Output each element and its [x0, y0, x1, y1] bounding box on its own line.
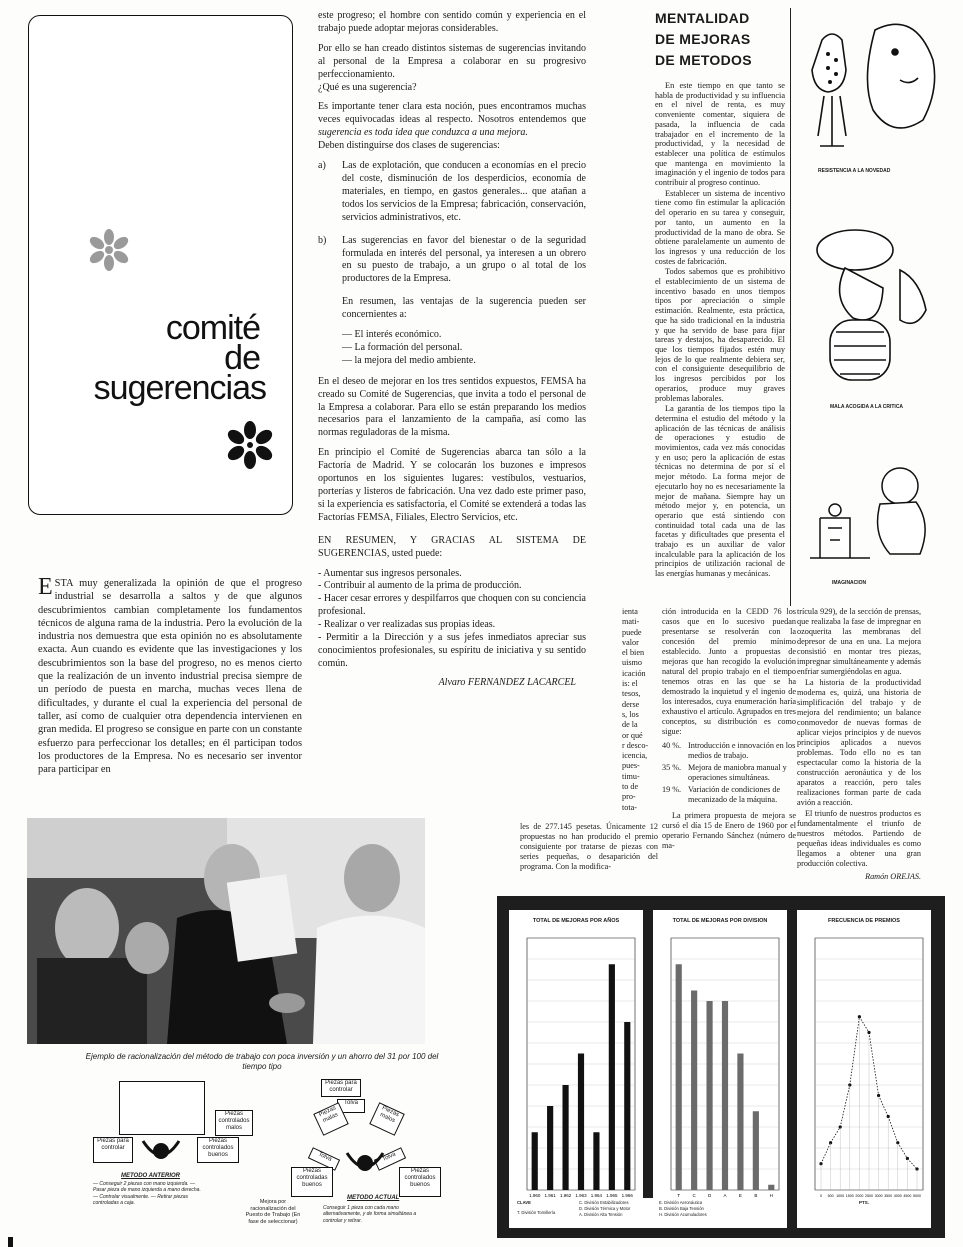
col2-p4: En el deseo de mejorar en los tres sentidos expuestos, FEMSA ha creado su Comité de Sugerencias, que invita a todo el personal de la Empresa a colaborar. Para ello se están preparando los medios necesarios para el lanzamiento de la campaña, así como las normas reguladoras de la misma.: [318, 375, 586, 439]
col2-list-item: - Realizar o ver realizadas sus propias ideas.: [318, 619, 496, 631]
col2-list-a: a) Las de explotación, que conducen a economías en el precio del coste, disminución de los desperdicios, economía de materiales, en tiempo, en gastos generales... que atañan a todos los servicios de la Empresa; fabricación, conservación, servicios administrativos, etc.: [318, 160, 586, 223]
tick-label: 1.965: [606, 1193, 618, 1198]
tick-label: 2000: [855, 1194, 864, 1198]
mejora-note: Mejora por racionalización del Puesto de Trabajo (En fase de seleccionar): [245, 1199, 301, 1225]
box-r-tolva-2: Tolva: [308, 1147, 340, 1171]
col5-p1: ción introducida en la CEDD 76 los casos que en lo sucesivo puedan presentarse se resolverán con la concesión del premio mínimo establecido. Junto a propuestas de mejoras que han recogido la evolución natural del propio trabajo en el tiempo tenemos otras en las que se ha demostrado la inquietud y el ingenio de los interesados, cuya enumeración haría exhaustivo el artículo. Agrupados en tres conceptos, su distribución es como sigue:: [662, 607, 796, 736]
series-line: [859, 1017, 869, 1033]
tick-label: 4000: [893, 1194, 902, 1198]
col3-p4: La garantía de los tiempos tipo la determina el estudio del método y la aplicación de las técnicas de análisis de operaciones y estudio de movimientos, cada vez más conocidas y en uso; pero la aplicación de estas técnicas no determina de por sí el mejor método. La forma mejor de ejecutarlo hoy no es necesariamente la mejor de mañana. Siempre hay un método mejor y, en potencia, un operario que está sintiendo con continuidad total cada una de las facetas y dificultades que presenta el trabajo es un auxiliar de valor incalculable para la aplicación de los principios de utilización racional de las energías humanas y mecánicas.: [655, 404, 785, 579]
workbench-box: [119, 1081, 205, 1135]
tick-label: 1.966: [621, 1193, 633, 1198]
legend-item: H. División Acumuladores: [659, 1212, 707, 1217]
series-line: [898, 1143, 908, 1159]
col5-p2: La primera propuesta de mejora se cursó el día 15 de Enero de 1960 por el operario Fernando Sánchez (número de ma-: [662, 811, 796, 850]
article-column-2: [318, 10, 586, 690]
series-line: [888, 1117, 898, 1143]
tick-label: E: [738, 1193, 742, 1198]
chart-title: TOTAL DE MEJORAS POR AÑOS: [532, 918, 620, 924]
x-axis-label: PTS.: [858, 1200, 869, 1205]
title-line-2: de: [224, 339, 260, 377]
tick-label: A: [723, 1193, 727, 1198]
tick-label: 1.963: [575, 1193, 587, 1198]
box-r-tolva: Tolva: [337, 1099, 365, 1113]
chart-card-premios: [797, 910, 931, 1228]
col6-signature: Ramón OREJAS.: [865, 872, 921, 881]
bar: [609, 964, 615, 1190]
tick-label: 1500: [845, 1194, 854, 1198]
title-line-3: sugerencias: [93, 369, 266, 407]
bar: [547, 1106, 553, 1190]
worker-icon: [139, 1137, 183, 1171]
col2-list-item: - Hacer cesar errores y despilfarros que choquen con su conciencia profesional.: [318, 593, 586, 618]
col3-heading-1: MENTALIDAD: [655, 10, 750, 26]
chart-legend: [509, 1198, 787, 1228]
box-r-tolva-3: Tolva: [374, 1147, 406, 1171]
col3-p2: Establecer un sistema de incentivo tiene como fin estimular la aplicación del operario en su tarea y conseguir, por tanto, un aumento en la productividad de la mano de obra. Se obtiene paralelamente un aumento de los ingresos y una reducción de los costes de fabricación.: [655, 188, 785, 266]
col3-p1: En este tiempo en que tanto se habla de productividad y su influencia en el nivel de renta, es muy conveniente comentar, siquiera de pasada, la influencia de cada trabajador en el incremento de la productividad, y la necesidad de establecer una política de estímulos que mantenga en movimiento la imaginación y el ingenio de todos para contribuir al progreso continuo.: [655, 81, 785, 188]
chart-title: FRECUENCIA DE PREMIOS: [828, 918, 900, 924]
tick-label: 1.960: [529, 1193, 541, 1198]
bar: [624, 1022, 630, 1190]
bar: [578, 1054, 584, 1191]
col2-resumen: En resumen, las ventajas de la sugerencia pueden ser concernientes a: — El interés económico. — La formación del personal. — la mejora del medio ambiente.: [342, 296, 586, 366]
tick-label: 4500: [903, 1194, 912, 1198]
bar: [532, 1132, 538, 1190]
tick-label: T: [677, 1193, 681, 1198]
bar: [676, 964, 682, 1190]
tick-label: 3000: [874, 1194, 883, 1198]
col6-p2: La historia de la productividad moderna es, quizá, una historia de simplificación del trabajo y de mejora del rendimiento; un balance conmovedor de nuevas formas de aplicar viejos principios y de nuevos principios aplicados a nuevos problemas. Todo ello no es tan espectacular como la historia de la construcción aeronáutica y de los aparatos a reacción, pero tales realizaciones forman parte de cada avión a reacción.: [797, 678, 921, 807]
tick-label: 500: [827, 1194, 834, 1198]
col5-stat-2: 35 %. Mejora de maniobra manual y operaciones simultáneas.: [662, 763, 787, 782]
diagram-caption: Ejemplo de racionalización del método de trabajo con poca inversión y un ahorro del 31 por 100 del tiempo tipo: [85, 1052, 439, 1071]
col2-p3: Es importante tener clara esta noción, pues encontramos muchas veces equivocadas ideas al respecto. Nosotros entendemos que sugerencia es toda idea que conduzca a una mejora.: [318, 101, 586, 139]
legend-item: B. División Baja Tensión: [659, 1206, 704, 1211]
title-box: [28, 15, 293, 515]
series-line: [850, 1017, 860, 1085]
cartoon-caption-1: RESISTENCIA A LA NOVEDAD: [818, 168, 891, 174]
box-malos: Piezas controlados malos: [215, 1110, 253, 1136]
article-column-3: [655, 8, 785, 579]
cartoon-imaginacion: [800, 458, 940, 576]
col2-p3b: Deben distinguirse dos clases de sugerencias:: [318, 140, 500, 152]
label-actual: METODO ACTUAL: [347, 1195, 400, 1201]
chart-card-division: [653, 910, 787, 1228]
legend-item: E. División Aeronáutica: [659, 1200, 703, 1205]
legend-item: A. División Alta Tensión: [579, 1212, 623, 1217]
col2-list-item: - Aumentar sus ingresos personales.: [318, 567, 462, 579]
bar: [691, 991, 697, 1191]
tick-label: 0: [820, 1194, 822, 1198]
bar: [722, 1001, 728, 1190]
charts-panel: [497, 896, 945, 1238]
box-r-malos: Piezas malos: [369, 1102, 405, 1136]
legend-item: D. División Térmica y Motor: [579, 1206, 631, 1211]
intro-paragraph: [38, 574, 303, 776]
box-r-controlar: Piezas para controlar: [321, 1079, 361, 1097]
cut-column-bottom: les de 277.145 pesetas. Únicamente 12 propuestas no han producido el premio consiguiente por tratarse de piezas con series pequeñas, o desaparición del programa. Con la modifica-: [520, 822, 658, 871]
col2-signature: Alvaro FERNANDEZ LACARCEL: [438, 676, 576, 688]
method-diagram: [85, 1075, 455, 1245]
col3-heading-3: DE METODOS: [655, 52, 752, 68]
chart-title: TOTAL DE MEJORAS POR DIVISION: [672, 918, 768, 924]
box-controlar: Piezas para controlar: [93, 1137, 133, 1163]
bar: [737, 1054, 743, 1191]
cartoon-caption-2: MALA ACOGIDA A LA CRITICA: [830, 404, 904, 410]
col2-p1: este progreso; el hombre con sentido común y experiencia en el trabajo puede adoptar mejoras considerables.: [318, 10, 586, 34]
article-column-5: [662, 607, 796, 858]
box-r-buenos-2: Piezas controlados buenos: [399, 1167, 441, 1197]
flower-icon: [89, 228, 129, 272]
col5-stat-3: 19 %. Variación de condiciones de mecanizado de la máquina.: [662, 785, 781, 804]
drop-cap: E: [38, 574, 53, 600]
intro-text: STA muy generalizada la opinión de que el progreso industrial se desarrolla a saltos y de que algunos descubrimientos cambian completamente los fundamentos técnicos de alguna rama de la industria. Pero la evolución de la industria nos demuestra que esta opinión no es absolutamente exacta. Aun cuando es evidente que las investigaciones y los descubrimientos son la base del progreso, no es menos cierto que la realización de un invento industrial precisa siempre de un período de puesta en marcha, muchas veces llena de dificultades, y durante el cual la experiencia del personal de taller, así como de cualquier otra dependencia intervienen en gran medida. El progreso se consigue en parte con un constante esfuerzo para perfeccionar los detalles; en él participan todos los productores de la Empresa. No es necesario ser inventor para participar en: [38, 578, 303, 776]
tick-label: 1.962: [559, 1193, 572, 1198]
box-r-malas: Piezas malas: [313, 1102, 349, 1136]
bar: [562, 1085, 568, 1190]
legend-item: T. División Tornillería: [517, 1210, 556, 1215]
col5-stat-1: 40 %. Introducción e innovación en los medios de trabajo.: [662, 741, 796, 760]
tick-label: B: [754, 1193, 758, 1198]
series-line: [831, 1127, 841, 1143]
ceremony-photo: [27, 818, 425, 1044]
cartoon-caption-3: IMAGINACION: [832, 580, 867, 586]
box-buenos: Piezas controlados buenos: [197, 1137, 239, 1163]
tick-label: 5000: [913, 1194, 921, 1198]
tick-label: D: [707, 1193, 712, 1198]
chart-card-years: [509, 910, 643, 1228]
cartoon-resistance: [800, 10, 940, 170]
article-column-6: [797, 607, 921, 882]
col2-p2: Por ello se han creado distintos sistemas de sugerencias invitando al personal de la Empresa a colaborar en su progresivo perfeccionamiento.: [318, 42, 586, 80]
col2-question: ¿Qué es una sugerencia?: [318, 81, 417, 93]
legend-item: C. División Estabilizadores: [579, 1200, 629, 1205]
col6-p1: trícula 929), de la sección de prensas, que realizaba la fase de impregnar en ozoquerita las membranas del depresor de una en una. La mejora consistió en montar tres piezas, impregnar simultáneamente y además enfriar sumergiéndolas en agua.: [797, 607, 921, 676]
bar: [768, 1185, 774, 1190]
column-divider: [790, 8, 791, 606]
col3-heading-2: DE MEJORAS: [655, 31, 751, 47]
cut-column-fragment: ienta mati- puede valor el bien uismo icación is: el tesos, derse s, los de la or qué r desco- icencia, pues- timu- to de pro- tota-: [622, 607, 649, 812]
tick-label: 1.961: [544, 1193, 556, 1198]
legend-title: CLAVE: [517, 1200, 531, 1205]
tick-label: 3500: [884, 1194, 893, 1198]
bar: [706, 1001, 712, 1190]
worker-icon: [343, 1149, 387, 1183]
col2-p6: EN RESUMEN, Y GRACIAS AL SISTEMA DE SUGERENCIAS, usted puede:: [318, 534, 586, 559]
box-r-buenos-1: Piezas controladas buenos: [291, 1167, 333, 1197]
col2-list-b: b) Las sugerencias en favor del bienestar o de la seguridad formulada en interés del personal, ya interesen a un obrero en su puesto de trabajo, a un grupo o al total de los productores de la Empresa.: [318, 234, 586, 285]
col3-p3: Todos sabemos que es prohibitivo el establecimiento de un sistema de incentivo basado en unos tiempos tipos por apreciación o simple estimación. Realmente, esta práctica, que ha sido tradicional en la industria y que ha servido de base para fijar tareas y destajos, ha desaparecido. El que los tiempos fijados estén muy lejos de lo que realmente debiera ser, con el consiguiente desequilibrio de los ingresos percibidos por los operarios, produce muy graves problemas laborales.: [655, 267, 785, 403]
label-anterior: METODO ANTERIOR: [121, 1173, 181, 1179]
bar: [593, 1132, 599, 1190]
col2-list-item: - Permitir a la Dirección y a sus jefes inmediatos apreciar sus conocimientos profesionales, su espíritu de iniciativa y su sentido común.: [318, 632, 586, 669]
tick-label: 1000: [836, 1194, 845, 1198]
series-line: [907, 1159, 917, 1170]
tick-label: H: [769, 1193, 773, 1198]
col2-p5: En principio el Comité de Sugerencias abarca tan sólo a la Factoría de Madrid. Y se colocarán los buzones e impresos oportunos en los siguientes lugares: vestíbulos, vestuarios, porterías y listeros de fabricación. Una vez dado este primer paso, si la experiencia es satisfactoria, el Comité se extenderá a todas las Factorías FEMSA, Filiales, Electro Servicios, etc.: [318, 447, 586, 523]
col2-list-item: - Contribuir al aumento de la prima de producción.: [318, 580, 522, 592]
series-line: [821, 1143, 831, 1164]
cartoon-critica: [800, 210, 940, 400]
title-line-1: comité: [165, 309, 260, 347]
flower-icon: [227, 421, 273, 469]
bar: [753, 1111, 759, 1190]
tick-label: C: [692, 1193, 696, 1198]
page-marker: [8, 1237, 13, 1247]
tick-label: 2500: [865, 1194, 873, 1198]
note-anterior: — Conseguir 2 piezas con mano izquierda. — Pasar pieza de mano izquierda a mano derecha. — Controlar visualmente. — Retirar piezas controladas a caja.: [93, 1181, 201, 1206]
col6-p3: El triunfo de nuestros productos es fundamentalmente el triunfo de nuestros métodos. Partiendo de pequeñas ideas individuales es como llegamos a obtener una gran producción colectiva.: [797, 809, 921, 868]
note-actual: Conseguir 1 pieza con cada mano alternativamente, y de forma simultánea a controlar y retirar.: [323, 1205, 417, 1224]
tick-label: 1.964: [590, 1193, 603, 1198]
